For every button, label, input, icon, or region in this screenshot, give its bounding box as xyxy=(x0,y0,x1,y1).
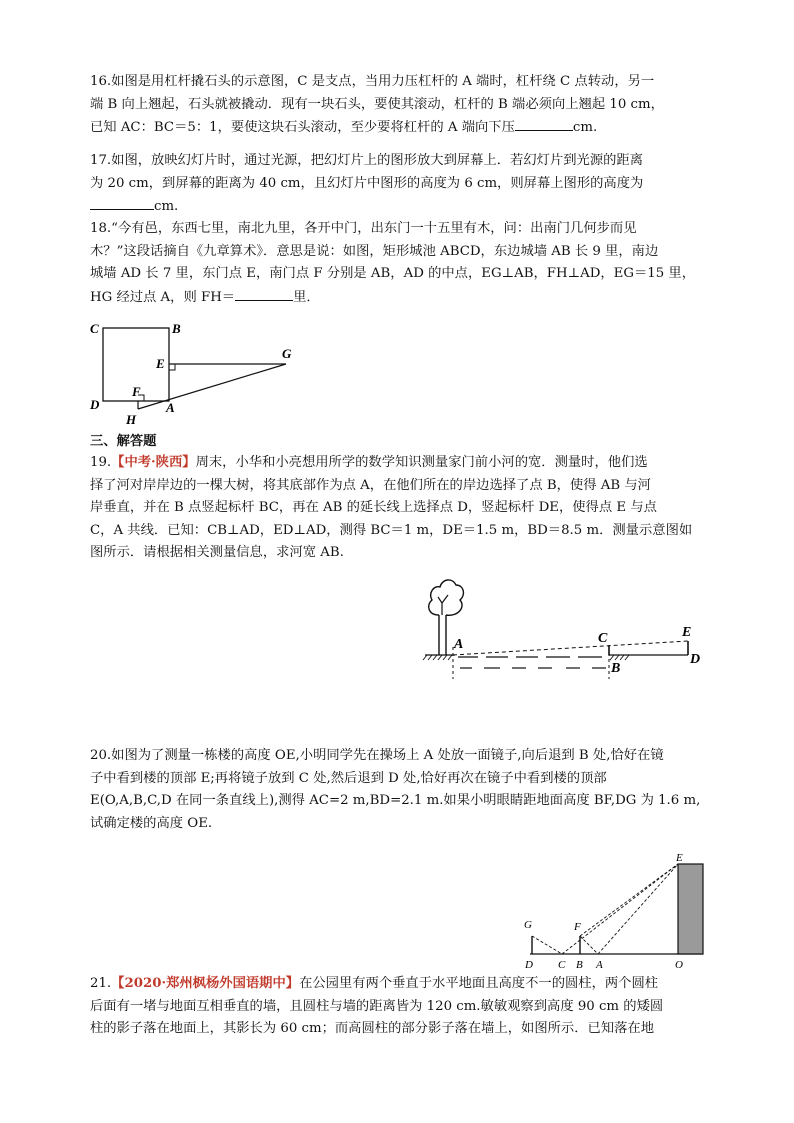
q21-source-tag: 【2020·郑州枫杨外国语期中】 xyxy=(111,976,300,991)
section-title: 三、解答题 xyxy=(90,434,157,449)
q19-line-2: 择了河对岸岸边的一棵大树，将其底部作为点 A，在他们所在的岸边选择了点 B，使得 AB 与河 xyxy=(90,477,651,493)
q18-line-3: 城墙 AD 长 7 里，东门点 E，南门点 F 分别是 AB，AD 的中点，EG⊥AB，FH⊥AD，EG＝15 里， xyxy=(90,266,696,281)
label-D: D xyxy=(90,397,100,412)
question-19 xyxy=(90,452,710,565)
q21-line-1 xyxy=(90,973,710,996)
question-20 xyxy=(90,745,710,835)
sight-line-ACE xyxy=(453,641,688,655)
label-H: H xyxy=(126,412,137,427)
q17-unit: cm. xyxy=(154,199,179,214)
ground-hatch-right xyxy=(610,655,629,660)
question-21 xyxy=(90,973,710,1041)
label-A: A xyxy=(166,400,175,415)
q16-line-3 xyxy=(90,116,710,140)
question-17 xyxy=(90,150,710,219)
q18-line-4 xyxy=(90,286,710,310)
q16-line-1: 16.如图是用杠杆撬石头的示意图，C 是支点，当用力压杠杆的 A 端时，杠杆绕 C 点转动，另一 xyxy=(90,74,655,89)
question-18 xyxy=(90,218,710,309)
answer-blank-17[interactable] xyxy=(90,195,154,210)
label-O: O xyxy=(675,959,683,971)
label-A: A xyxy=(596,959,603,971)
right-angle-E xyxy=(169,364,175,370)
river-water xyxy=(458,657,606,668)
building-OE xyxy=(678,864,703,954)
ground-hatch-left xyxy=(423,655,452,660)
figure-18-city-diagram xyxy=(86,318,306,428)
q20-line-3: E(O,A,B,C,D 在同一条直线上),测得 AC=2 m,BD=2.1 m.如果小明眼睛距地面高度 BF,DG 为 1.6 m, xyxy=(90,793,701,808)
q20-line-2: 子中看到楼的顶部 E;再将镜子放到 C 处,然后退到 D 处,恰好再次在镜子中看到楼的顶部 xyxy=(90,770,607,786)
q18-line-1: 18.“今有邑，东西七里，南北九里，各开中门，出东门一十五里有木，问：出南门几何步而见 xyxy=(90,221,637,236)
label-B: B xyxy=(576,959,583,971)
label-E: E xyxy=(682,625,692,640)
label-C: C xyxy=(598,631,608,646)
q21-line-2: 后面有一堵与地面互相垂直的墙，且圆柱与墙的距离皆为 120 cm.敏敏观察到高度 90 cm 的矮圆 xyxy=(90,998,664,1014)
q17-line-2: 为 20 cm，到屏幕的距离为 40 cm，且幻灯片中图形的高度为 6 cm，则屏幕上图形的高度为 xyxy=(90,175,644,191)
label-D: D xyxy=(690,652,701,667)
q20-line-1: 20.如图为了测量一栋楼的高度 OE,小明同学先在操场上 A 处放一面镜子,向后退到 B 处,恰好在镜 xyxy=(90,748,664,763)
q16-line-3-text: 已知 AC：BC＝5：1，要使这块石头滚动，至少要将杠杆的 A 端向下压 xyxy=(90,120,515,135)
label-G: G xyxy=(282,346,292,361)
q20-line-4: 试确定楼的高度 OE. xyxy=(90,815,213,831)
q19-number: 19. xyxy=(90,455,112,470)
label-A: A xyxy=(454,637,464,652)
q21-line-1-text: 在公园里有两个垂直于水平地面且高度不一的圆柱，两个圆柱 xyxy=(299,976,659,991)
label-C: C xyxy=(90,321,99,336)
label-G: G xyxy=(524,919,532,931)
label-F: F xyxy=(132,384,141,399)
q19-line-1-text: 周末，小华和小亮想用所学的数学知识测量家门前小河的宽．测量时，他们选 xyxy=(195,455,648,470)
q17-line-3 xyxy=(90,195,710,219)
answer-blank-18[interactable] xyxy=(235,286,293,301)
label-C: C xyxy=(558,959,566,971)
q17-line-1: 17.如图，放映幻灯片时，通过光源，把幻灯片上的图形放大到屏幕上．若幻灯片到光源的距离 xyxy=(90,153,644,168)
q19-line-1 xyxy=(90,452,710,475)
q19-line-4: C，A 共线．已知：CB⊥AD，ED⊥AD，测得 BC＝1 m，DE＝1.5 m，BD＝8.5 m．测量示意图如 xyxy=(90,522,693,538)
q19-source-tag: 【中考·陕西】 xyxy=(111,455,196,470)
figure-20-mirror-diagram xyxy=(520,848,710,974)
q18-unit: 里． xyxy=(293,289,320,305)
label-D: D xyxy=(525,959,533,971)
question-16 xyxy=(90,71,710,140)
label-F: F xyxy=(574,921,581,933)
label-E: E xyxy=(676,852,683,864)
q21-number: 21. xyxy=(90,976,112,991)
q16-unit: cm. xyxy=(572,120,598,135)
figure-19-river-diagram xyxy=(420,575,720,685)
q18-line-2: 木？”这段话摘自《九章算术》．意思是说：如图，矩形城池 ABCD，东边城墙 AB 长 9 里，南边 xyxy=(90,243,659,259)
reflection-lines xyxy=(532,864,678,954)
q16-line-2: 端 B 向上翘起，石头就被撬动．现有一块石头，要使其滚动，杠杆的 B 端必须向上翘起 10 cm， xyxy=(90,96,664,112)
q19-line-5: 图所示．请根据相关测量信息，求河宽 AB. xyxy=(90,545,344,560)
q18-line-4-text: HG 经过点 A，则 FH＝ xyxy=(90,289,236,305)
label-B: B xyxy=(172,321,181,336)
answer-blank-16[interactable] xyxy=(515,116,573,131)
label-E: E xyxy=(156,356,165,371)
q19-line-3: 岸垂直，并在 B 点竖起标杆 BC，再在 AB 的延长线上选择点 D，竖起标杆 DE，使得点 E 与点 xyxy=(90,500,657,515)
q21-line-3: 柱的影子落在地面上，其影长为 60 cm；而高圆柱的部分影子落在墙上，如图所示．已知落在地 xyxy=(90,1021,655,1036)
label-B: B xyxy=(611,661,621,676)
